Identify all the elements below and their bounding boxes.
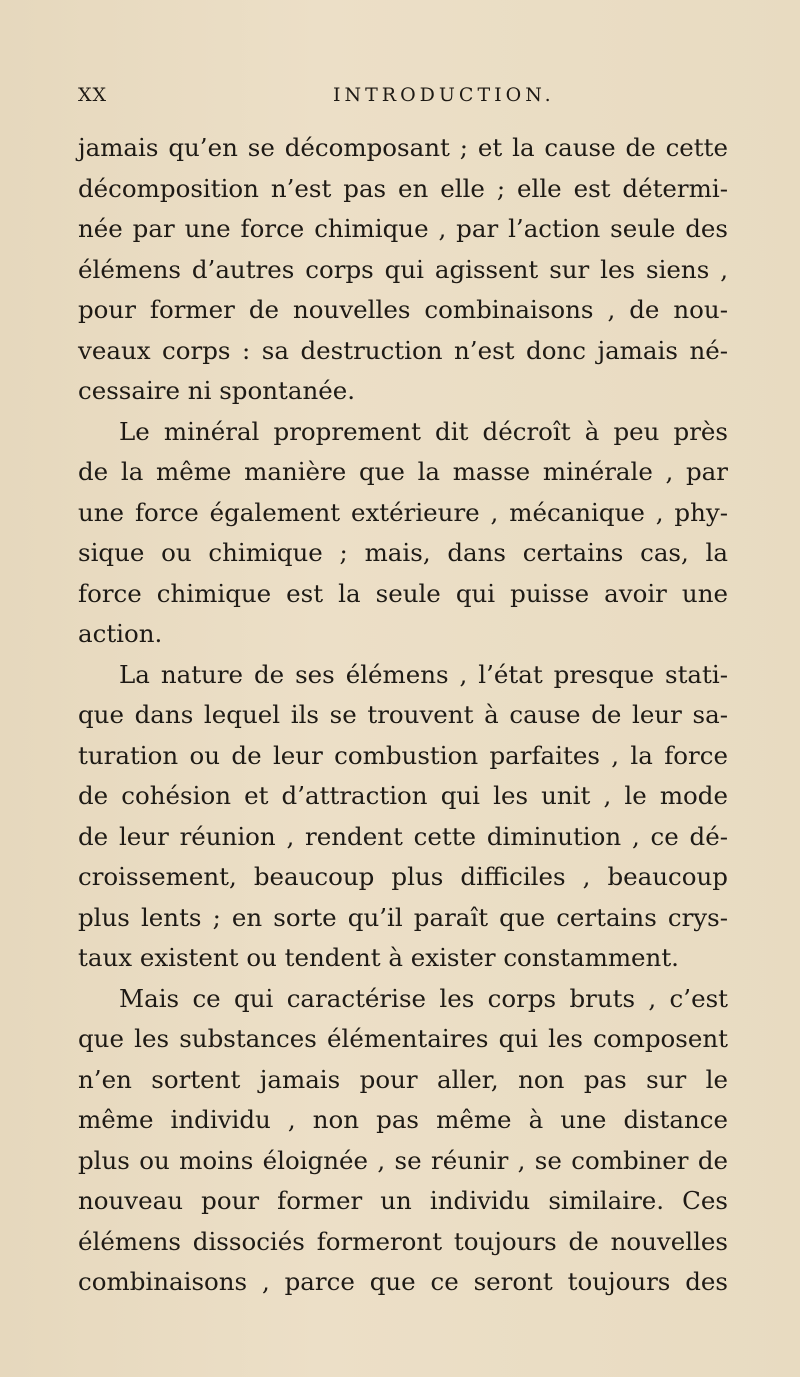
- text-line-22: Mais ce qui caractérise les corps bruts , c’est: [119, 983, 728, 1013]
- text-line-4: élémens d’autres corps qui agissent sur les siens ,: [78, 254, 728, 284]
- text-line-21: taux existent ou tendent à exister constamment.: [78, 943, 679, 972]
- text-line-10: une force également extérieure , mécanique , phy-: [78, 497, 728, 527]
- text-line-17: de cohésion et d’attraction qui les unit , le mode: [78, 781, 728, 810]
- page-header: [78, 84, 723, 114]
- text-line-16: turation ou de leur combustion parfaites , la force: [78, 740, 728, 770]
- text-line-18: de leur réunion , rendent cette diminution , ce dé-: [78, 821, 728, 851]
- text-line-11: sique ou chimique ; mais, dans certains cas, la: [78, 538, 728, 567]
- text-line-15: que dans lequel ils se trouvent à cause de leur sa-: [78, 700, 728, 729]
- text-line-3: née par une force chimique , par l’action seule des: [78, 214, 728, 243]
- text-line-9: de la même manière que la masse minérale , par: [78, 457, 728, 486]
- text-line-7: cessaire ni spontanée.: [78, 376, 356, 405]
- text-line-23: que les substances élémentaires qui les composent: [78, 1024, 728, 1053]
- text-line-14: La nature de ses élémens , l’état presque stati-: [119, 659, 728, 689]
- text-line-29: combinaisons , parce que ce seront toujours des: [78, 1267, 728, 1296]
- text-line-19: croissement, beaucoup plus difficiles , beaucoup: [78, 862, 728, 891]
- text-line-24: n’en sortent jamais pour aller, non pas sur le: [78, 1064, 728, 1094]
- page-number: XX: [78, 84, 108, 106]
- text-line-6: veaux corps : sa destruction n’est donc jamais né-: [78, 335, 728, 365]
- text-line-2: décomposition n’est pas en elle ; elle est détermi-: [78, 173, 728, 203]
- text-line-27: nouveau pour former un individu similaire. Ces: [78, 1186, 728, 1215]
- text-line-12: force chimique est la seule qui puisse avoir une: [78, 578, 728, 608]
- text-line-20: plus lents ; en sorte qu’il paraît que certains crys-: [78, 902, 728, 932]
- running-title: INTRODUCTION.: [333, 84, 555, 106]
- text-line-8: Le minéral proprement dit décroît à peu près: [119, 416, 728, 446]
- text-line-13: action.: [78, 619, 163, 648]
- text-line-26: plus ou moins éloignée , se réunir , se combiner de: [78, 1145, 728, 1175]
- text-line-25: même individu , non pas même à une distance: [78, 1105, 728, 1134]
- text-line-28: élémens dissociés formeront toujours de nouvelles: [78, 1226, 728, 1256]
- body-text: [78, 128, 728, 1303]
- text-line-1: jamais qu’en se décomposant ; et la cause de cette: [78, 133, 728, 162]
- text-line-5: pour former de nouvelles combinaisons , de nou-: [78, 295, 728, 324]
